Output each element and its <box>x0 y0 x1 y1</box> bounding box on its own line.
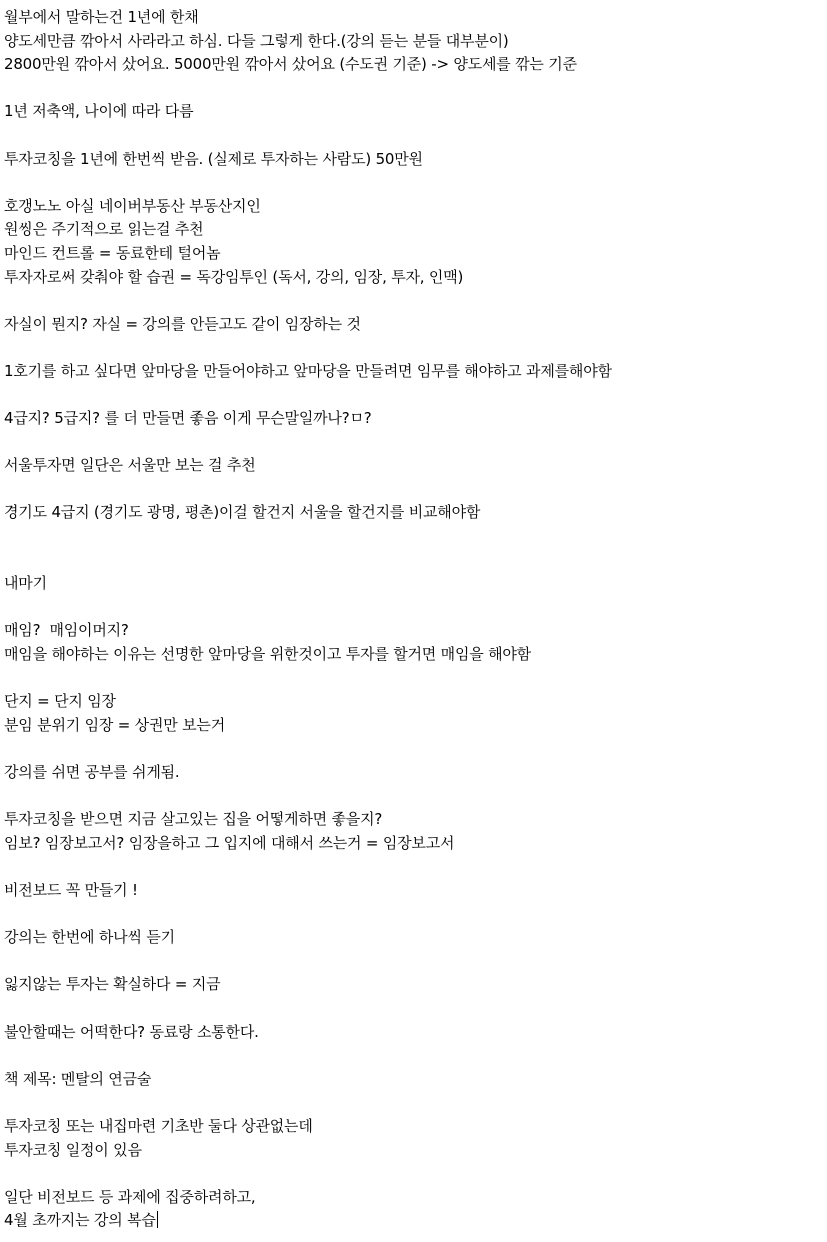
blank-line <box>4 384 819 408</box>
blank-line <box>4 950 819 974</box>
text-line <box>4 643 819 667</box>
blank-line <box>4 124 819 148</box>
line-text: 강의는 한번에 하나씩 듣기 <box>4 928 175 947</box>
blank-line <box>4 1091 819 1115</box>
text-line <box>4 407 819 431</box>
text-line <box>4 926 819 950</box>
line-text: 4월 초까지는 강의 복습 <box>4 1211 156 1230</box>
blank-line <box>4 596 819 620</box>
line-text: 매임? 매임이머지? <box>4 621 129 640</box>
text-line <box>4 690 819 714</box>
line-text: 2800만원 깎아서 샀어요. 5000만원 깎아서 샀어요 (수도권 기준) -> 양도세를 깎는 기준 <box>4 55 577 74</box>
text-line <box>4 242 819 266</box>
line-text: 내마기 <box>4 574 47 593</box>
line-text: 비전보드 꼭 만들기 ! <box>4 880 138 899</box>
line-text: 책 제목: 멘탈의 연금술 <box>4 1069 152 1088</box>
line-text: 경기도 4급지 (경기도 광명, 평촌)이걸 할건지 서울을 할건지를 비교해야함 <box>4 503 481 522</box>
text-line <box>4 53 819 77</box>
document-body[interactable] <box>4 6 819 1233</box>
line-text: 투자코칭을 받으면 지금 살고있는 집을 어떻게하면 좋을지? <box>4 810 383 829</box>
line-text: 1호기를 하고 싶다면 앞마당을 만들어야하고 앞마당을 만들려면 임무를 해야하고 과제를해야함 <box>4 361 612 380</box>
text-line <box>4 313 819 337</box>
blank-line <box>4 855 819 879</box>
blank-line <box>4 336 819 360</box>
line-text: 월부에서 말하는건 1년에 한채 <box>4 8 199 26</box>
text-line <box>4 1021 819 1045</box>
line-text: 단지 = 단지 임장 <box>4 692 116 711</box>
blank-line <box>4 997 819 1021</box>
blank-line <box>4 1162 819 1186</box>
text-line <box>4 195 819 219</box>
line-text: 투자코칭을 1년에 한번씩 받음. (실제로 투자하는 사람도) 50만원 <box>4 149 423 168</box>
line-text: 4급지? 5급지? 를 더 만들면 좋음 이게 무슨말일까나?ㅁ? <box>4 409 372 428</box>
text-line <box>4 454 819 478</box>
text-line <box>4 973 819 997</box>
line-text: 불안할때는 어떡한다? 동료랑 소통한다. <box>4 1022 259 1041</box>
blank-line <box>4 431 819 455</box>
text-line <box>4 714 819 738</box>
blank-line <box>4 1044 819 1068</box>
text-line <box>4 218 819 242</box>
blank-line <box>4 737 819 761</box>
line-text: 분임 분위기 임장 = 상권만 보는거 <box>4 715 225 734</box>
text-line <box>4 1209 819 1233</box>
text-line <box>4 761 819 785</box>
blank-line <box>4 77 819 101</box>
text-line <box>4 832 819 856</box>
line-text: 일단 비전보드 등 과제에 집중하려하고, <box>4 1187 256 1206</box>
blank-line <box>4 289 819 313</box>
line-text: 투자코칭 일정이 있음 <box>4 1140 142 1159</box>
blank-line <box>4 478 819 502</box>
line-text: 강의를 쉬면 공부를 쉬게됨. <box>4 763 180 781</box>
line-text: 잃지않는 투자는 확실하다 = 지금 <box>4 975 221 994</box>
text-line <box>4 1186 819 1210</box>
line-text: 투자코칭 또는 내집마련 기초반 둘다 상관없는데 <box>4 1116 313 1135</box>
line-text: 마인드 컨트롤 = 동료한테 털어놈 <box>4 243 221 262</box>
blank-line <box>4 525 819 549</box>
blank-line <box>4 549 819 573</box>
text-line <box>4 266 819 290</box>
line-text: 호갱노노 아실 네이버부동산 부동산지인 <box>4 196 261 215</box>
line-text: 1년 저축액, 나이에 따라 다름 <box>4 102 194 121</box>
text-line <box>4 572 819 596</box>
line-text: 임보? 임장보고서? 임장을하고 그 입지에 대해서 쓰는거 = 임장보고서 <box>4 833 455 852</box>
text-line <box>4 6 819 30</box>
text-line <box>4 808 819 832</box>
text-line <box>4 879 819 903</box>
line-text: 투자자로써 갖춰야 할 습권 = 독강임투인 (독서, 강의, 임장, 투자, 인맥) <box>4 267 464 286</box>
line-text: 매임을 해야하는 이유는 선명한 앞마당을 위한것이고 투자를 할거면 매임을 해야함 <box>4 645 531 664</box>
line-text: 자실이 뭔지? 자실 = 강의를 안듣고도 같이 임장하는 것 <box>4 314 361 333</box>
text-line <box>4 148 819 172</box>
text-line <box>4 1115 819 1139</box>
blank-line <box>4 903 819 927</box>
text-line <box>4 501 819 525</box>
line-text: 서울투자면 일단은 서울만 보는 걸 추천 <box>4 456 256 475</box>
text-line <box>4 30 819 54</box>
text-line <box>4 360 819 384</box>
blank-line <box>4 667 819 691</box>
text-line <box>4 619 819 643</box>
text-line <box>4 100 819 124</box>
blank-line <box>4 785 819 809</box>
text-caret <box>157 1211 158 1228</box>
text-line <box>4 1139 819 1163</box>
text-line <box>4 1068 819 1092</box>
blank-line <box>4 171 819 195</box>
line-text: 양도세만큼 깎아서 사라라고 하심. 다들 그렇게 한다.(강의 듣는 분들 대부분이) <box>4 31 509 50</box>
line-text: 원씽은 주기적으로 읽는걸 추천 <box>4 220 204 239</box>
